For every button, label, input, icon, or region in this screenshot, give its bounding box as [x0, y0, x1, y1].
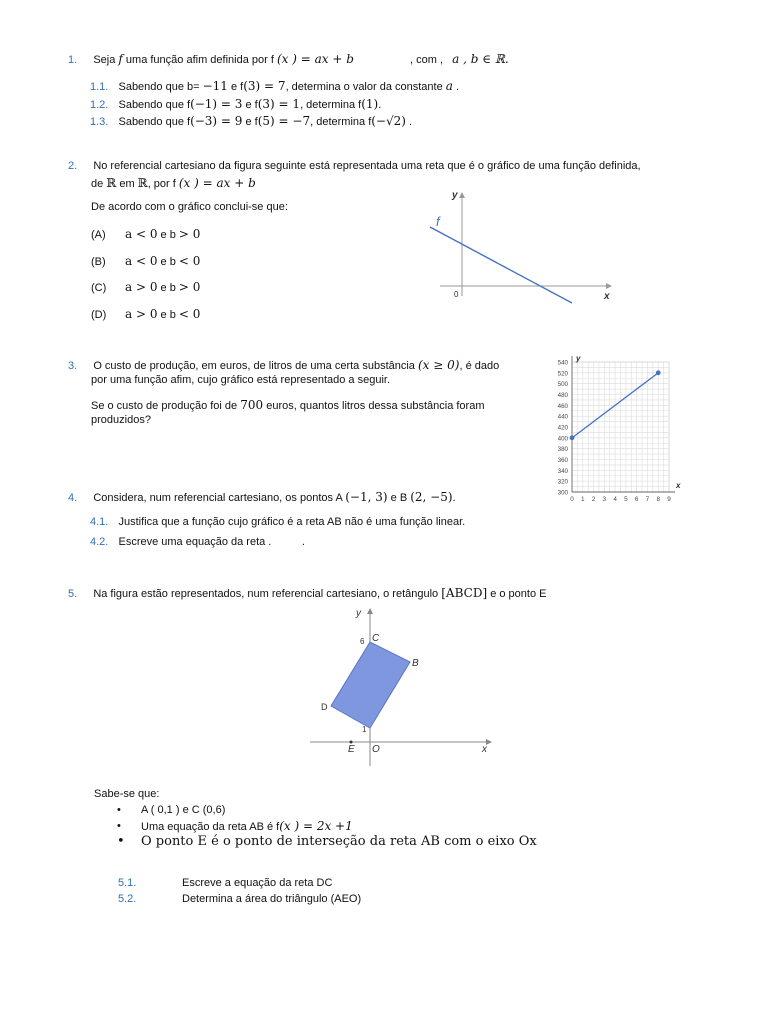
q3-ytick-label: 340	[557, 467, 568, 475]
q2-x-arrow	[606, 283, 612, 289]
q5-label-c: C	[372, 633, 380, 644]
q2-number: 2.	[68, 160, 78, 172]
q2-graph	[420, 186, 620, 306]
q5-rectangle-abcd	[331, 642, 410, 728]
q3-xtick-label: 1	[580, 496, 585, 503]
q3-ylabel: y	[576, 354, 581, 363]
q5-label-y: y	[356, 608, 361, 619]
q3-ytick-label: 320	[557, 478, 568, 486]
q1-item-3: 1.3. Sabendo que f(−3) = 9 e f(5) = −7, determina f(−√2) .	[90, 114, 413, 128]
q3-xtick-label: 5	[624, 496, 628, 503]
q3-ytick-label: 300	[557, 489, 568, 497]
q3-ytick-label: 540	[557, 359, 568, 367]
q3-xtick-label: 8	[656, 496, 661, 503]
q1-stem: 1. Seja f uma função afim definida por f (x ) = ax + b , com , a , b ∈ ℝ.	[68, 52, 509, 66]
q1-item-1: 1.1. Sabendo que b= −11 e f(3) = 7, determina o valor da constante a .	[90, 79, 460, 93]
q5-item-1: 5.1. Escreve a equação da reta DC	[118, 877, 333, 889]
q3-chart	[540, 352, 685, 507]
q2-option-c: (C) a > 0 e b > 0	[91, 280, 201, 294]
q1-number: 1.	[68, 54, 78, 66]
q5-label-e: E	[348, 744, 355, 755]
q3-number: 3.	[68, 360, 78, 372]
q2-label-x: x	[604, 291, 610, 302]
q2-label-y: y	[452, 190, 458, 201]
q3-stem-line3: Se o custo de produção foi de 700 euros, quantos litros dessa substância foram	[91, 398, 485, 412]
q5-label-1: 1	[362, 725, 367, 734]
q5-bullet-1: • A ( 0,1 ) e C (0,6)	[117, 802, 537, 818]
q2-prompt: De acordo com o gráfico conclui-se que:	[91, 201, 288, 213]
q3-data-point	[656, 370, 661, 375]
q4-item-1: 4.1. Justifica que a função cujo gráfico é a reta AB não é uma função linear.	[90, 516, 466, 528]
q5-label-d: D	[321, 702, 328, 712]
q2-option-a: (A) a < 0 e b > 0	[91, 227, 201, 241]
q3-data-point	[570, 435, 575, 440]
q3-grid	[572, 356, 675, 492]
q3-xtick-label: 7	[645, 496, 650, 503]
q3-ytick-label: 420	[557, 424, 568, 432]
q2-label-origin: 0	[454, 290, 459, 299]
q5-bullet-2: • Uma equação da reta AB é f(x ) = 2x +1	[117, 818, 537, 834]
q5-label-b: B	[412, 658, 419, 669]
q3-xtick-label: 9	[667, 496, 671, 503]
q5-bullet-3: • O ponto E é o ponto de interseção da reta AB com o eixo Ox	[117, 834, 537, 850]
q3-ytick-label: 440	[557, 413, 568, 421]
q5-stem: 5. Na figura estão representados, num referencial cartesiano, o retângulo [ABCD] e o ponto E	[68, 586, 547, 600]
q4-stem: 4. Considera, num referencial cartesiano, os pontos A (−1, 3) e B (2, −5).	[68, 490, 456, 504]
q3-xtick-label: 3	[602, 496, 607, 503]
q3-xtick-label: 4	[613, 496, 617, 503]
q3-stem-line1: 3. O custo de produção, em euros, de litros de uma certa substância (x ≥ 0), é dado	[68, 358, 500, 372]
q3-xlabel: x	[676, 481, 681, 490]
q3-stem-line4: produzidos?	[91, 414, 151, 426]
q5-item-2: 5.2. Determina a área do triângulo (AEO)	[118, 893, 362, 905]
q2-stem-line2: de ℝ em ℝ, por f (x ) = ax + b	[91, 176, 256, 190]
q2-y-arrow	[459, 192, 465, 198]
q4-number: 4.	[68, 492, 78, 504]
q3-ytick-label: 400	[557, 435, 568, 443]
q3-ytick-label: 360	[557, 457, 568, 464]
q2-stem-line1: 2. No referencial cartesiano da figura seguinte está representada uma reta que é o gráfico de uma função definida,	[68, 160, 641, 172]
q3-ytick-label: 500	[557, 381, 568, 389]
q3-ytick-label: 520	[557, 370, 568, 378]
q2-option-b: (B) a < 0 e b < 0	[91, 254, 201, 268]
q5-bullet-list	[117, 802, 537, 850]
q3-ytick-label: 380	[557, 446, 568, 454]
q5-label-x: x	[482, 744, 487, 755]
q3-ytick-label: 460	[557, 402, 568, 410]
q2-label-f: f	[436, 214, 440, 229]
q5-figure	[306, 604, 496, 769]
q1-item-2: 1.2. Sabendo que f(−1) = 3 e f(3) = 1, determina f(1).	[90, 97, 382, 111]
q5-label-o: O	[372, 744, 380, 755]
q5-number: 5.	[68, 588, 78, 600]
q4-item-2: 4.2. Escreve uma equação da reta . .	[90, 536, 305, 548]
q3-xtick-label: 2	[591, 496, 596, 503]
q5-y-arrow	[367, 608, 373, 614]
q5-label-6: 6	[360, 637, 365, 646]
q5-known-label: Sabe-se que:	[94, 788, 160, 800]
q3-xtick-label: 0	[570, 496, 574, 503]
q2-option-d: (D) a > 0 e b < 0	[91, 307, 201, 321]
q3-ytick-label: 480	[557, 392, 568, 399]
q3-xtick-label: 6	[634, 496, 639, 503]
q2-line-f	[430, 227, 572, 303]
q3-stem-line2: por uma função afim, cujo gráfico está representado a seguir.	[91, 374, 391, 386]
